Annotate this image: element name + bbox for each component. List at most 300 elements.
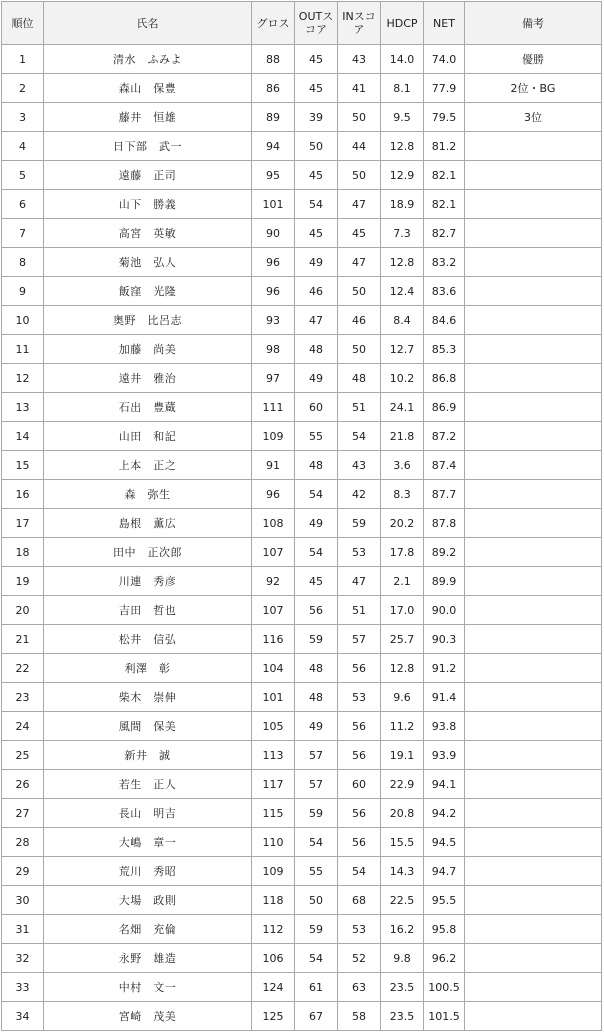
cell-out-score: 45 xyxy=(295,45,338,74)
cell-net: 91.2 xyxy=(424,654,465,683)
header-row xyxy=(2,2,602,45)
header-net: NET xyxy=(424,2,465,45)
cell-gross: 111 xyxy=(252,393,295,422)
cell-hdcp: 7.3 xyxy=(381,219,424,248)
cell-net: 86.8 xyxy=(424,364,465,393)
cell-remarks xyxy=(465,886,602,915)
table-row xyxy=(2,683,602,712)
cell-in-score: 51 xyxy=(338,596,381,625)
cell-name: 森 弥生 xyxy=(44,480,252,509)
cell-net: 86.9 xyxy=(424,393,465,422)
cell-rank: 4 xyxy=(2,132,44,161)
table-row xyxy=(2,103,602,132)
cell-in-score: 50 xyxy=(338,335,381,364)
cell-out-score: 54 xyxy=(295,828,338,857)
cell-name: 上本 正之 xyxy=(44,451,252,480)
cell-gross: 107 xyxy=(252,596,295,625)
cell-net: 95.8 xyxy=(424,915,465,944)
cell-rank: 23 xyxy=(2,683,44,712)
cell-name: 石出 豊蔵 xyxy=(44,393,252,422)
table-row xyxy=(2,480,602,509)
cell-name: 奥野 比呂志 xyxy=(44,306,252,335)
cell-gross: 95 xyxy=(252,161,295,190)
cell-in-score: 60 xyxy=(338,770,381,799)
table-row xyxy=(2,306,602,335)
header-in-score: INスコア xyxy=(338,2,381,45)
cell-in-score: 53 xyxy=(338,538,381,567)
cell-in-score: 44 xyxy=(338,132,381,161)
cell-remarks xyxy=(465,306,602,335)
cell-rank: 24 xyxy=(2,712,44,741)
cell-gross: 101 xyxy=(252,190,295,219)
cell-hdcp: 12.8 xyxy=(381,248,424,277)
cell-gross: 107 xyxy=(252,538,295,567)
cell-hdcp: 10.2 xyxy=(381,364,424,393)
cell-name: 山下 勝義 xyxy=(44,190,252,219)
cell-rank: 20 xyxy=(2,596,44,625)
cell-in-score: 45 xyxy=(338,219,381,248)
table-row xyxy=(2,625,602,654)
cell-hdcp: 19.1 xyxy=(381,741,424,770)
cell-remarks xyxy=(465,741,602,770)
cell-name: 宮崎 茂美 xyxy=(44,1002,252,1031)
cell-name: 中村 文一 xyxy=(44,973,252,1002)
cell-rank: 26 xyxy=(2,770,44,799)
cell-remarks: 3位 xyxy=(465,103,602,132)
header-name: 氏名 xyxy=(44,2,252,45)
cell-hdcp: 22.9 xyxy=(381,770,424,799)
cell-in-score: 50 xyxy=(338,277,381,306)
cell-gross: 112 xyxy=(252,915,295,944)
table-row xyxy=(2,451,602,480)
cell-net: 83.2 xyxy=(424,248,465,277)
cell-net: 94.5 xyxy=(424,828,465,857)
cell-remarks xyxy=(465,1002,602,1031)
cell-hdcp: 23.5 xyxy=(381,1002,424,1031)
cell-name: 森山 保豊 xyxy=(44,74,252,103)
cell-remarks xyxy=(465,335,602,364)
cell-name: 菊池 弘人 xyxy=(44,248,252,277)
cell-net: 90.0 xyxy=(424,596,465,625)
cell-hdcp: 9.8 xyxy=(381,944,424,973)
header-gross: グロス xyxy=(252,2,295,45)
table-row xyxy=(2,944,602,973)
cell-rank: 8 xyxy=(2,248,44,277)
cell-net: 90.3 xyxy=(424,625,465,654)
cell-name: 山田 和記 xyxy=(44,422,252,451)
cell-hdcp: 22.5 xyxy=(381,886,424,915)
cell-remarks: 優勝 xyxy=(465,45,602,74)
cell-net: 96.2 xyxy=(424,944,465,973)
cell-net: 95.5 xyxy=(424,886,465,915)
cell-rank: 27 xyxy=(2,799,44,828)
cell-in-score: 48 xyxy=(338,364,381,393)
cell-remarks xyxy=(465,509,602,538)
cell-rank: 31 xyxy=(2,915,44,944)
cell-net: 79.5 xyxy=(424,103,465,132)
cell-net: 87.2 xyxy=(424,422,465,451)
cell-out-score: 46 xyxy=(295,277,338,306)
cell-name: 加藤 尚美 xyxy=(44,335,252,364)
cell-hdcp: 20.8 xyxy=(381,799,424,828)
cell-in-score: 54 xyxy=(338,422,381,451)
cell-gross: 90 xyxy=(252,219,295,248)
cell-remarks xyxy=(465,799,602,828)
cell-out-score: 55 xyxy=(295,857,338,886)
cell-out-score: 60 xyxy=(295,393,338,422)
cell-out-score: 54 xyxy=(295,538,338,567)
cell-net: 89.9 xyxy=(424,567,465,596)
cell-in-score: 58 xyxy=(338,1002,381,1031)
cell-remarks xyxy=(465,422,602,451)
cell-hdcp: 12.4 xyxy=(381,277,424,306)
cell-rank: 28 xyxy=(2,828,44,857)
cell-out-score: 45 xyxy=(295,567,338,596)
table-row xyxy=(2,45,602,74)
cell-remarks xyxy=(465,451,602,480)
cell-rank: 19 xyxy=(2,567,44,596)
cell-remarks xyxy=(465,683,602,712)
cell-in-score: 50 xyxy=(338,103,381,132)
cell-net: 83.6 xyxy=(424,277,465,306)
table-row xyxy=(2,538,602,567)
table-row xyxy=(2,132,602,161)
cell-gross: 117 xyxy=(252,770,295,799)
cell-remarks xyxy=(465,132,602,161)
cell-in-score: 51 xyxy=(338,393,381,422)
cell-hdcp: 3.6 xyxy=(381,451,424,480)
cell-gross: 106 xyxy=(252,944,295,973)
cell-out-score: 57 xyxy=(295,741,338,770)
cell-out-score: 54 xyxy=(295,480,338,509)
cell-out-score: 54 xyxy=(295,190,338,219)
cell-rank: 1 xyxy=(2,45,44,74)
table-row xyxy=(2,973,602,1002)
cell-name: 大場 政則 xyxy=(44,886,252,915)
cell-hdcp: 12.8 xyxy=(381,132,424,161)
cell-out-score: 45 xyxy=(295,219,338,248)
cell-rank: 34 xyxy=(2,1002,44,1031)
cell-net: 100.5 xyxy=(424,973,465,1002)
cell-name: 荒川 秀昭 xyxy=(44,857,252,886)
cell-rank: 3 xyxy=(2,103,44,132)
cell-remarks xyxy=(465,944,602,973)
cell-in-score: 56 xyxy=(338,828,381,857)
cell-hdcp: 8.4 xyxy=(381,306,424,335)
cell-gross: 96 xyxy=(252,480,295,509)
cell-in-score: 42 xyxy=(338,480,381,509)
header-out-score: OUTスコア xyxy=(295,2,338,45)
header-remarks: 備考 xyxy=(465,2,602,45)
cell-gross: 118 xyxy=(252,886,295,915)
cell-in-score: 53 xyxy=(338,683,381,712)
cell-rank: 16 xyxy=(2,480,44,509)
cell-hdcp: 17.0 xyxy=(381,596,424,625)
cell-hdcp: 15.5 xyxy=(381,828,424,857)
cell-hdcp: 8.1 xyxy=(381,74,424,103)
cell-net: 85.3 xyxy=(424,335,465,364)
table-row xyxy=(2,770,602,799)
table-row xyxy=(2,654,602,683)
cell-out-score: 59 xyxy=(295,625,338,654)
table-row xyxy=(2,277,602,306)
cell-gross: 105 xyxy=(252,712,295,741)
cell-gross: 91 xyxy=(252,451,295,480)
cell-rank: 10 xyxy=(2,306,44,335)
cell-in-score: 47 xyxy=(338,190,381,219)
results-table xyxy=(1,1,602,1031)
cell-net: 82.1 xyxy=(424,190,465,219)
cell-net: 77.9 xyxy=(424,74,465,103)
cell-name: 高宮 英敏 xyxy=(44,219,252,248)
table-row xyxy=(2,712,602,741)
cell-gross: 98 xyxy=(252,335,295,364)
cell-out-score: 48 xyxy=(295,335,338,364)
table-row xyxy=(2,799,602,828)
cell-in-score: 47 xyxy=(338,567,381,596)
cell-remarks xyxy=(465,248,602,277)
cell-hdcp: 2.1 xyxy=(381,567,424,596)
cell-hdcp: 16.2 xyxy=(381,915,424,944)
cell-name: 日下部 武一 xyxy=(44,132,252,161)
cell-net: 101.5 xyxy=(424,1002,465,1031)
cell-remarks xyxy=(465,915,602,944)
cell-remarks xyxy=(465,625,602,654)
cell-hdcp: 8.3 xyxy=(381,480,424,509)
cell-in-score: 43 xyxy=(338,451,381,480)
cell-remarks xyxy=(465,857,602,886)
cell-gross: 101 xyxy=(252,683,295,712)
cell-rank: 18 xyxy=(2,538,44,567)
cell-in-score: 47 xyxy=(338,248,381,277)
cell-out-score: 67 xyxy=(295,1002,338,1031)
cell-name: 新井 誠 xyxy=(44,741,252,770)
table-row xyxy=(2,509,602,538)
cell-remarks xyxy=(465,480,602,509)
cell-remarks xyxy=(465,770,602,799)
cell-hdcp: 24.1 xyxy=(381,393,424,422)
cell-out-score: 49 xyxy=(295,364,338,393)
cell-gross: 89 xyxy=(252,103,295,132)
cell-hdcp: 14.0 xyxy=(381,45,424,74)
cell-gross: 86 xyxy=(252,74,295,103)
cell-name: 柴木 崇伸 xyxy=(44,683,252,712)
cell-name: 長山 明吉 xyxy=(44,799,252,828)
cell-in-score: 56 xyxy=(338,799,381,828)
cell-net: 94.2 xyxy=(424,799,465,828)
cell-gross: 113 xyxy=(252,741,295,770)
cell-name: 藤井 恒雄 xyxy=(44,103,252,132)
cell-remarks xyxy=(465,973,602,1002)
cell-rank: 13 xyxy=(2,393,44,422)
cell-gross: 110 xyxy=(252,828,295,857)
cell-hdcp: 14.3 xyxy=(381,857,424,886)
cell-gross: 104 xyxy=(252,654,295,683)
table-row xyxy=(2,915,602,944)
cell-remarks xyxy=(465,567,602,596)
cell-rank: 2 xyxy=(2,74,44,103)
cell-in-score: 68 xyxy=(338,886,381,915)
cell-out-score: 39 xyxy=(295,103,338,132)
cell-net: 89.2 xyxy=(424,538,465,567)
table-row xyxy=(2,886,602,915)
cell-rank: 7 xyxy=(2,219,44,248)
cell-name: 島根 薫広 xyxy=(44,509,252,538)
cell-hdcp: 20.2 xyxy=(381,509,424,538)
cell-gross: 94 xyxy=(252,132,295,161)
cell-in-score: 50 xyxy=(338,161,381,190)
cell-net: 91.4 xyxy=(424,683,465,712)
cell-name: 若生 正人 xyxy=(44,770,252,799)
cell-remarks xyxy=(465,538,602,567)
cell-rank: 6 xyxy=(2,190,44,219)
cell-in-score: 43 xyxy=(338,45,381,74)
cell-net: 84.6 xyxy=(424,306,465,335)
cell-hdcp: 12.8 xyxy=(381,654,424,683)
cell-in-score: 54 xyxy=(338,857,381,886)
cell-out-score: 48 xyxy=(295,451,338,480)
cell-rank: 30 xyxy=(2,886,44,915)
cell-name: 遠藤 正司 xyxy=(44,161,252,190)
cell-out-score: 57 xyxy=(295,770,338,799)
cell-out-score: 54 xyxy=(295,944,338,973)
cell-in-score: 56 xyxy=(338,654,381,683)
cell-gross: 115 xyxy=(252,799,295,828)
cell-hdcp: 25.7 xyxy=(381,625,424,654)
cell-net: 82.1 xyxy=(424,161,465,190)
cell-hdcp: 12.9 xyxy=(381,161,424,190)
cell-rank: 33 xyxy=(2,973,44,1002)
cell-hdcp: 23.5 xyxy=(381,973,424,1002)
cell-remarks xyxy=(465,219,602,248)
cell-name: 遠井 雅治 xyxy=(44,364,252,393)
cell-in-score: 46 xyxy=(338,306,381,335)
cell-net: 94.7 xyxy=(424,857,465,886)
table-row xyxy=(2,364,602,393)
cell-name: 永野 雄造 xyxy=(44,944,252,973)
cell-name: 風間 保美 xyxy=(44,712,252,741)
cell-gross: 96 xyxy=(252,248,295,277)
cell-out-score: 59 xyxy=(295,799,338,828)
cell-gross: 108 xyxy=(252,509,295,538)
cell-rank: 21 xyxy=(2,625,44,654)
cell-gross: 97 xyxy=(252,364,295,393)
cell-gross: 88 xyxy=(252,45,295,74)
table-row xyxy=(2,596,602,625)
cell-out-score: 59 xyxy=(295,915,338,944)
cell-remarks xyxy=(465,277,602,306)
cell-name: 利澤 彰 xyxy=(44,654,252,683)
cell-hdcp: 9.6 xyxy=(381,683,424,712)
cell-net: 74.0 xyxy=(424,45,465,74)
cell-rank: 32 xyxy=(2,944,44,973)
cell-gross: 125 xyxy=(252,1002,295,1031)
cell-net: 94.1 xyxy=(424,770,465,799)
cell-out-score: 61 xyxy=(295,973,338,1002)
cell-name: 田中 正次郎 xyxy=(44,538,252,567)
cell-name: 吉田 哲也 xyxy=(44,596,252,625)
cell-gross: 96 xyxy=(252,277,295,306)
cell-out-score: 48 xyxy=(295,683,338,712)
cell-out-score: 48 xyxy=(295,654,338,683)
cell-out-score: 50 xyxy=(295,132,338,161)
cell-name: 川連 秀彦 xyxy=(44,567,252,596)
table-row xyxy=(2,190,602,219)
table-row xyxy=(2,335,602,364)
cell-remarks xyxy=(465,712,602,741)
cell-remarks xyxy=(465,654,602,683)
table-row xyxy=(2,828,602,857)
cell-name: 松井 信弘 xyxy=(44,625,252,654)
table-row xyxy=(2,161,602,190)
table-row xyxy=(2,1002,602,1031)
cell-gross: 109 xyxy=(252,422,295,451)
cell-name: 清水 ふみよ xyxy=(44,45,252,74)
cell-rank: 9 xyxy=(2,277,44,306)
cell-out-score: 56 xyxy=(295,596,338,625)
cell-remarks xyxy=(465,596,602,625)
cell-net: 87.7 xyxy=(424,480,465,509)
cell-rank: 22 xyxy=(2,654,44,683)
cell-net: 87.8 xyxy=(424,509,465,538)
cell-out-score: 49 xyxy=(295,712,338,741)
cell-remarks xyxy=(465,393,602,422)
cell-rank: 29 xyxy=(2,857,44,886)
cell-name: 大嶋 章一 xyxy=(44,828,252,857)
cell-out-score: 45 xyxy=(295,74,338,103)
cell-net: 93.8 xyxy=(424,712,465,741)
cell-hdcp: 17.8 xyxy=(381,538,424,567)
cell-name: 飯窪 光隆 xyxy=(44,277,252,306)
cell-rank: 14 xyxy=(2,422,44,451)
cell-rank: 11 xyxy=(2,335,44,364)
cell-in-score: 53 xyxy=(338,915,381,944)
cell-in-score: 52 xyxy=(338,944,381,973)
cell-hdcp: 21.8 xyxy=(381,422,424,451)
cell-out-score: 49 xyxy=(295,509,338,538)
cell-hdcp: 12.7 xyxy=(381,335,424,364)
cell-net: 93.9 xyxy=(424,741,465,770)
cell-net: 81.2 xyxy=(424,132,465,161)
cell-in-score: 59 xyxy=(338,509,381,538)
cell-name: 名畑 充倫 xyxy=(44,915,252,944)
cell-hdcp: 11.2 xyxy=(381,712,424,741)
cell-gross: 124 xyxy=(252,973,295,1002)
table-row xyxy=(2,422,602,451)
table-row xyxy=(2,74,602,103)
cell-hdcp: 9.5 xyxy=(381,103,424,132)
table-row xyxy=(2,248,602,277)
cell-out-score: 47 xyxy=(295,306,338,335)
cell-remarks: 2位・BG xyxy=(465,74,602,103)
cell-in-score: 41 xyxy=(338,74,381,103)
table-row xyxy=(2,857,602,886)
cell-hdcp: 18.9 xyxy=(381,190,424,219)
cell-rank: 12 xyxy=(2,364,44,393)
cell-remarks xyxy=(465,190,602,219)
cell-gross: 109 xyxy=(252,857,295,886)
cell-out-score: 45 xyxy=(295,161,338,190)
table-row xyxy=(2,219,602,248)
table-row xyxy=(2,393,602,422)
table-row xyxy=(2,567,602,596)
cell-in-score: 56 xyxy=(338,741,381,770)
cell-remarks xyxy=(465,161,602,190)
cell-net: 87.4 xyxy=(424,451,465,480)
cell-remarks xyxy=(465,828,602,857)
cell-net: 82.7 xyxy=(424,219,465,248)
cell-rank: 5 xyxy=(2,161,44,190)
